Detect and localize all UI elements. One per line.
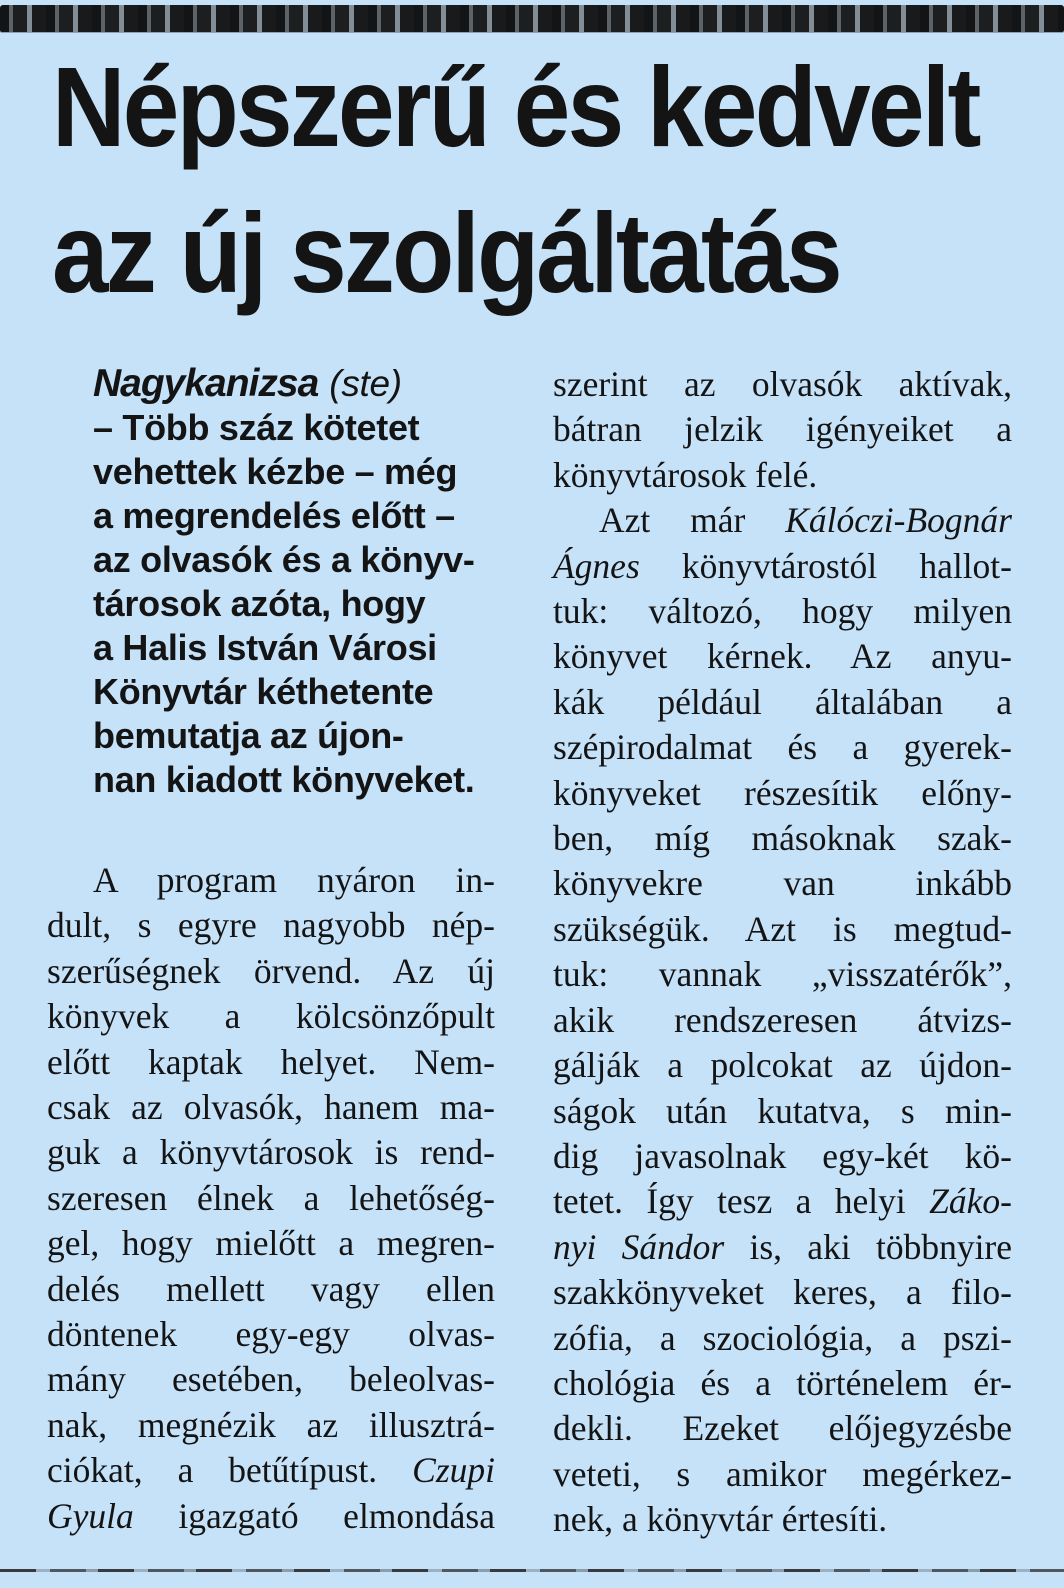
lead-text-line: bemutatja az újon- (93, 715, 404, 756)
body-text-line (553, 544, 1012, 589)
body-text: chológia és a történelem ér- (553, 1362, 1012, 1403)
body-text-italic: Czupi (412, 1450, 495, 1491)
body-text-line (47, 1403, 495, 1448)
body-text-line (47, 903, 495, 948)
body-text-line (553, 589, 1012, 634)
body-text: szépirodalmat és a gyerek- (553, 727, 1012, 768)
body-text: akik rendszeresen átvizs- (553, 999, 1012, 1040)
body-text: is, aki többnyire (724, 1226, 1013, 1267)
body-text: igazgató elmondása (133, 1495, 495, 1536)
body-text: guk a könyvtárosok is rend- (47, 1132, 495, 1173)
body-text-line (553, 998, 1012, 1043)
body-text: könyvek a kölcsönzőpult (47, 996, 495, 1037)
body-text-line (553, 1497, 1012, 1542)
body-text: könyveket részesítik előny- (553, 772, 1012, 813)
body-text-line (553, 861, 1012, 906)
body-text: szakkönyveket keres, a filo- (553, 1272, 1012, 1313)
body-text-line (553, 1043, 1012, 1088)
body-text: könyvet kérnek. Az anyu- (553, 636, 1012, 677)
body-text-italic: Ágnes (553, 545, 640, 586)
body-text: szeresen élnek a lehetőség- (47, 1177, 495, 1218)
body-text: tetet. Így tesz a helyi (553, 1181, 930, 1222)
body-text-italic: Záko- (929, 1181, 1012, 1222)
body-text: bátran jelzik igényeiket a (553, 409, 1012, 450)
body-text-line (553, 1452, 1012, 1497)
body-text-line (553, 634, 1012, 679)
lead-text-line: vehettek kézbe – még (93, 451, 458, 492)
lead-text-line: – Több száz kötetet (93, 407, 420, 448)
top-rule (0, 5, 1064, 32)
article-column-right (553, 362, 1012, 1543)
body-text-italic: nyi Sándor (553, 1226, 725, 1267)
body-text-line (47, 1040, 495, 1085)
body-text-line (553, 1225, 1012, 1270)
body-text-line (47, 1130, 495, 1175)
body-text: kák például általában a (553, 681, 1012, 722)
body-text: ságok után kutatva, s min- (553, 1090, 1012, 1131)
body-text-line (47, 1357, 495, 1402)
lead-text-line: nan kiadott könyveket. (93, 759, 475, 800)
body-text-line (47, 1176, 495, 1221)
body-text-line (553, 1134, 1012, 1179)
body-text-line (553, 1406, 1012, 1451)
body-text: dult, s egyre nagyobb nép- (47, 905, 495, 946)
body-text-line (553, 1089, 1012, 1134)
body-text-line (553, 952, 1012, 997)
body-text: delés mellett vagy ellen (47, 1268, 495, 1309)
body-text-line (47, 1267, 495, 1312)
dateline-place: Nagykanizsa (93, 362, 319, 405)
body-text-line (47, 1494, 495, 1539)
lead-text-line: Könyvtár kéthetente (93, 671, 434, 712)
body-text-line (553, 771, 1012, 816)
lead-text-line: tárosok azóta, hogy (93, 583, 426, 624)
body-text: csak az olvasók, hanem ma- (47, 1087, 495, 1128)
body-text: ben, míg másoknak szak- (553, 818, 1012, 859)
body-text: nak, megnézik az illusztrá- (47, 1404, 495, 1445)
body-text: szerűségnek örvend. Az új (47, 950, 495, 991)
body-text: szerint az olvasók aktívak, (553, 364, 1012, 404)
headline-line-2: az új szolgáltatás (52, 190, 840, 316)
headline-line-1: Népszerű és kedvelt (52, 44, 979, 170)
body-text-line (553, 725, 1012, 770)
body-text: dig javasolnak egy-két kö- (553, 1135, 1012, 1176)
lead-text-line: az olvasók és a könyv- (93, 539, 475, 580)
body-text: döntenek egy-egy olvas- (47, 1314, 495, 1355)
body-text: Azt már (599, 500, 786, 541)
body-text-line (47, 858, 495, 903)
body-text-line (47, 949, 495, 994)
body-text: előtt kaptak helyet. Nem- (47, 1041, 495, 1082)
lead-lines (93, 406, 497, 802)
body-text: tuk: változó, hogy milyen (553, 591, 1012, 632)
lead-text-line: a megrendelés előtt – (93, 495, 455, 536)
dateline (93, 362, 497, 406)
body-text: dekli. Ezeket előjegyzésbe (553, 1408, 1012, 1449)
body-text: szükségük. Azt is megtud- (553, 908, 1012, 949)
article-column-left (47, 858, 495, 1539)
body-text-line (47, 1221, 495, 1266)
body-text-line (553, 453, 1012, 498)
body-text-italic: Gyula (47, 1495, 134, 1536)
body-text: tuk: vannak „visszatérők”, (553, 954, 1012, 995)
body-text-line (553, 816, 1012, 861)
body-text-line (47, 994, 495, 1039)
body-text: könyvtárostól hallot- (639, 545, 1012, 586)
body-text-italic: Kálóczi-Bognár (785, 500, 1012, 541)
body-text: A program nyáron in- (93, 860, 495, 900)
body-text-line (47, 1312, 495, 1357)
dateline-credit: (ste) (329, 363, 402, 404)
body-text-line (553, 498, 1012, 543)
body-text-line (553, 362, 1012, 407)
body-text: veteti, s amikor megérkez- (553, 1453, 1012, 1494)
body-text-line (553, 1361, 1012, 1406)
body-text: nek, a könyvtár értesíti. (553, 1499, 888, 1540)
body-text: könyvekre van inkább (553, 863, 1012, 904)
article-headline (52, 34, 1064, 326)
body-text-line (553, 1179, 1012, 1224)
body-text: könyvtárosok felé. (553, 454, 818, 495)
body-text: ciókat, a betűtípust. (47, 1450, 413, 1491)
lead-paragraph (93, 362, 497, 802)
body-text-line (553, 907, 1012, 952)
body-text-line (553, 680, 1012, 725)
body-text: gálják a polcokat az újdon- (553, 1045, 1012, 1086)
lead-text-line: a Halis István Városi (93, 627, 437, 668)
body-text: zófia, a szociológia, a pszi- (553, 1317, 1012, 1358)
bottom-rule (0, 1569, 1064, 1572)
body-text-line (47, 1085, 495, 1130)
body-text-line (553, 407, 1012, 452)
body-text: mány esetében, beleolvas- (47, 1359, 495, 1400)
body-text-line (47, 1448, 495, 1493)
body-text: gel, hogy mielőtt a megren- (47, 1223, 495, 1264)
body-text-line (553, 1316, 1012, 1361)
body-text-line (553, 1270, 1012, 1315)
